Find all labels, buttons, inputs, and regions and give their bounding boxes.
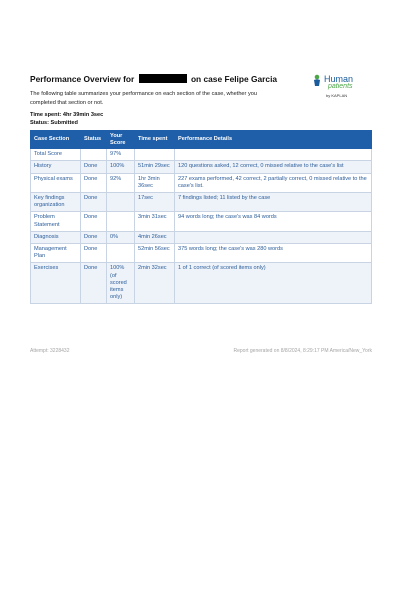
logo-main-text: Human	[324, 74, 354, 84]
table-cell: Management Plan	[31, 244, 81, 263]
table-cell: 0%	[107, 231, 135, 243]
table-cell: 17sec	[135, 193, 175, 212]
title-suffix: on case Felipe Garcia	[190, 74, 278, 84]
page-title	[30, 74, 277, 84]
table-cell: Diagnosis	[31, 231, 81, 243]
table-cell: 100% (of scored items only)	[107, 263, 135, 304]
table-cell: 51min 29sec	[135, 161, 175, 173]
table-cell: 227 exams performed, 42 correct, 2 partially correct, 0 missed relative to the case's list.	[175, 173, 372, 192]
title-prefix: Performance Overview for	[30, 74, 135, 84]
report-footer	[30, 348, 372, 354]
table-cell: 3min 31sec	[135, 212, 175, 231]
report-header	[30, 66, 372, 98]
table-row	[31, 149, 372, 161]
table-cell: 375 words long; the case's was 280 words	[175, 244, 372, 263]
table-cell	[107, 244, 135, 263]
table-cell	[81, 149, 107, 161]
time-spent: Time spent: 4hr 39min 3sec	[30, 112, 104, 119]
ihuman-logo	[312, 66, 372, 102]
table-row	[31, 231, 372, 243]
col-header: Case Section	[31, 131, 81, 149]
table-cell: 4min 26sec	[135, 231, 175, 243]
report-page	[30, 66, 372, 304]
table-cell: Done	[81, 231, 107, 243]
table-cell: Exercises	[31, 263, 81, 304]
table-row	[31, 161, 372, 173]
performance-table	[30, 130, 372, 304]
meta-info	[30, 111, 372, 127]
redacted-name	[139, 74, 187, 83]
table-cell: 100%	[107, 161, 135, 173]
col-header: Performance Details	[175, 131, 372, 149]
table-cell: Done	[81, 244, 107, 263]
col-header: Status	[81, 131, 107, 149]
table-row	[31, 244, 372, 263]
table-cell: Done	[81, 173, 107, 192]
table-cell: Done	[81, 161, 107, 173]
table-cell: Total Score	[31, 149, 81, 161]
ihuman-logo-icon	[312, 74, 323, 86]
table-cell: 94 words long; the case's was 84 words	[175, 212, 372, 231]
table-cell: Done	[81, 212, 107, 231]
table-cell: 97%	[107, 149, 135, 161]
status-text: Status: Submitted	[30, 120, 78, 127]
logo-by-text: by KAPLAN	[326, 93, 348, 98]
table-row	[31, 193, 372, 212]
table-cell: 92%	[107, 173, 135, 192]
table-cell: Problem Statement	[31, 212, 81, 231]
attempt-id: Attempt: 3228432	[30, 348, 70, 354]
table-row	[31, 173, 372, 192]
table-row	[31, 212, 372, 231]
table-cell: 120 questions asked, 12 correct, 0 missed relative to the case's list	[175, 161, 372, 173]
table-cell: 2min 32sec	[135, 263, 175, 304]
table-cell: 1 of 1 correct (of scored items only)	[175, 263, 372, 304]
table-cell: 7 findings listed; 11 listed by the case	[175, 193, 372, 212]
table-cell	[107, 193, 135, 212]
col-header: Time spent	[135, 131, 175, 149]
table-cell: Done	[81, 263, 107, 304]
table-cell	[175, 231, 372, 243]
table-cell: History	[31, 161, 81, 173]
table-cell: 52min 56sec	[135, 244, 175, 263]
table-cell: 1hr 3min 36sec	[135, 173, 175, 192]
col-header: Your Score	[107, 131, 135, 149]
table-cell	[175, 149, 372, 161]
table-cell: Done	[81, 193, 107, 212]
table-cell: Key findings organization	[31, 193, 81, 212]
table-header-row	[31, 131, 372, 149]
intro-text: The following table summarizes your performance on each section of the case, whether you completed that section or not.	[30, 91, 257, 106]
table-cell	[135, 149, 175, 161]
logo-sub-text: patients	[328, 83, 353, 90]
report-generated: Report generated on 8/8/2024, 8:29:17 PM America/New_York	[233, 348, 372, 354]
table-cell	[107, 212, 135, 231]
table-row	[31, 263, 372, 304]
table-cell: Physical exams	[31, 173, 81, 192]
